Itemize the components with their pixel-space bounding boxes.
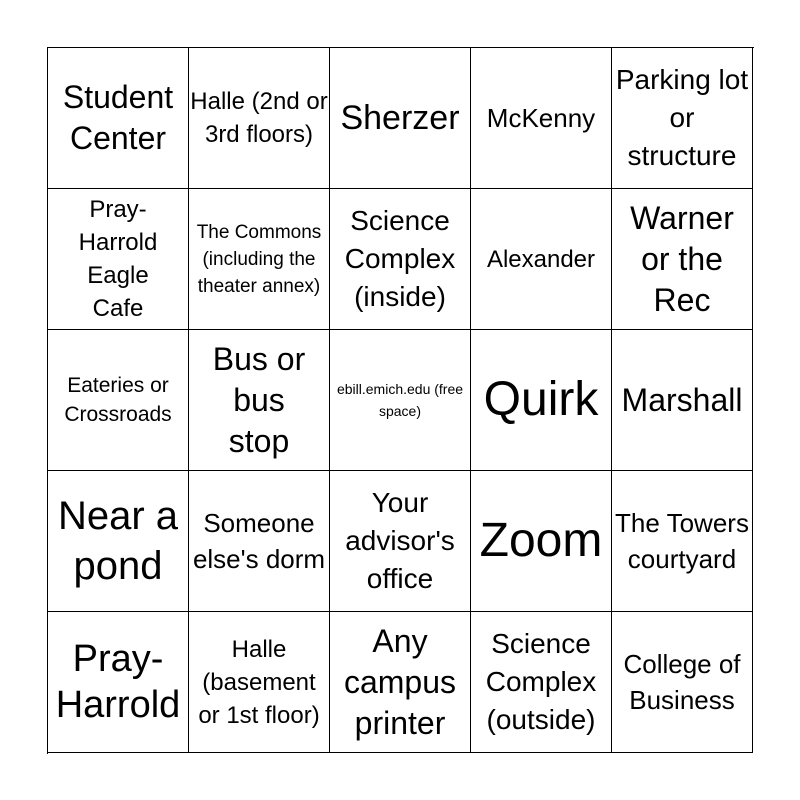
cell-label: Science Complex (outside) xyxy=(485,628,597,735)
cell-label: Someone else's dorm xyxy=(192,508,326,574)
bingo-cell-zoom[interactable] xyxy=(471,471,612,612)
bingo-cell-marshall[interactable] xyxy=(612,330,753,471)
bingo-cell-pray-harrold-cafe[interactable] xyxy=(48,189,189,330)
cell-label: Zoom xyxy=(479,514,603,567)
bingo-cell-pray-harrold[interactable] xyxy=(48,612,189,753)
bingo-cell-advisors-office[interactable] xyxy=(330,471,471,612)
bingo-cell-bus-stop[interactable] xyxy=(189,330,330,471)
cell-label: Pray-Harrold xyxy=(55,638,181,726)
bingo-cell-science-complex-inside[interactable] xyxy=(330,189,471,330)
cell-label: Halle (2nd or 3rd floors) xyxy=(190,88,328,148)
cell-label: Science Complex (inside) xyxy=(344,205,456,312)
bingo-cell-warner-rec[interactable] xyxy=(612,189,753,330)
cell-label: Alexander xyxy=(486,245,596,273)
cell-label: The Towers courtyard xyxy=(615,508,749,574)
bingo-cell-science-complex-outside[interactable] xyxy=(471,612,612,753)
cell-label: Pray-Harrold Eagle Cafe xyxy=(78,196,158,322)
cell-label: Your advisor's office xyxy=(345,487,455,594)
bingo-cell-free-space[interactable] xyxy=(330,330,471,471)
cell-label: McKenny xyxy=(486,103,596,133)
cell-label: ebill.emich.edu (free space) xyxy=(336,381,464,419)
bingo-cell-someone-elses-dorm[interactable] xyxy=(189,471,330,612)
bingo-cell-college-of-business[interactable] xyxy=(612,612,753,753)
bingo-cell-towers-courtyard[interactable] xyxy=(612,471,753,612)
cell-label: Marshall xyxy=(621,381,743,418)
bingo-cell-quirk[interactable] xyxy=(471,330,612,471)
bingo-cell-student-center[interactable] xyxy=(48,48,189,189)
bingo-cell-the-commons[interactable] xyxy=(189,189,330,330)
bingo-cell-eateries-crossroads[interactable] xyxy=(48,330,189,471)
bingo-cell-parking[interactable] xyxy=(612,48,753,189)
cell-label: Warner or the Rec xyxy=(630,199,734,318)
cell-label: Parking lot or structure xyxy=(615,64,749,171)
cell-label: Student Center xyxy=(62,79,174,156)
cell-label: Quirk xyxy=(483,373,599,426)
cell-label: Near a pond xyxy=(57,494,179,588)
bingo-cell-mckenny[interactable] xyxy=(471,48,612,189)
cell-label: Any campus printer xyxy=(343,622,457,741)
bingo-cell-near-a-pond[interactable] xyxy=(48,471,189,612)
bingo-cell-halle-lower[interactable] xyxy=(189,612,330,753)
bingo-board xyxy=(47,47,754,754)
bingo-cell-alexander[interactable] xyxy=(471,189,612,330)
bingo-cell-campus-printer[interactable] xyxy=(330,612,471,753)
cell-label: Eateries or Crossroads xyxy=(64,374,172,426)
cell-label: Bus or bus stop xyxy=(212,340,306,459)
bingo-cell-halle-upper[interactable] xyxy=(189,48,330,189)
cell-label: Halle (basement or 1st floor) xyxy=(198,635,320,729)
cell-label: College of Business xyxy=(623,649,741,715)
bingo-cell-sherzer[interactable] xyxy=(330,48,471,189)
cell-label: The Commons (including the theater annex) xyxy=(196,221,322,297)
cell-label: Sherzer xyxy=(340,99,460,137)
